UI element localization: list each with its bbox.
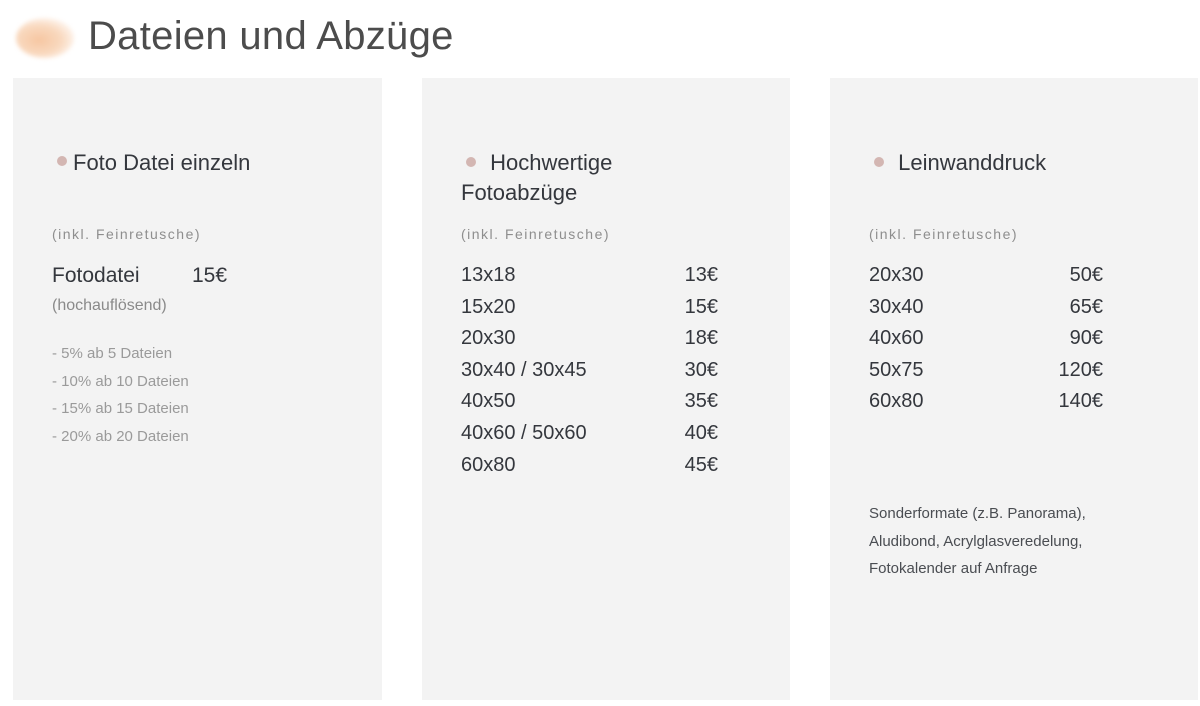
card-title-text: Leinwanddruck (898, 150, 1047, 175)
retouch-note: (inkl. Feinretusche) (52, 226, 202, 242)
size-label: 30x40 (869, 295, 924, 318)
decorative-blob-icon (16, 18, 74, 58)
price-label: 140€ (1058, 390, 1103, 413)
card-title (461, 148, 681, 208)
page-header (0, 0, 1200, 78)
table-row (461, 359, 718, 391)
price-label: 45€ (684, 453, 718, 476)
table-row (461, 454, 718, 486)
size-label: 40x60 (869, 327, 924, 350)
price-label: 18€ (684, 327, 718, 350)
size-label: 60x80 (461, 453, 516, 476)
file-price: 15€ (192, 264, 228, 287)
table-row (869, 359, 1103, 391)
bullet-dot-icon (466, 157, 476, 167)
price-label: 50€ (1069, 264, 1103, 286)
table-row (461, 390, 718, 422)
special-formats-line: Sonderformate (z.B. Panorama), (869, 505, 1086, 522)
table-row (869, 264, 1103, 296)
price-table (461, 264, 718, 485)
bullet-dot-icon (57, 156, 67, 166)
special-formats-note (869, 500, 1169, 583)
retouch-note: (inkl. Feinretusche) (461, 226, 611, 242)
size-label: 40x60 / 50x60 (461, 421, 587, 444)
retouch-note: (inkl. Feinretusche) (869, 226, 1019, 242)
card-title-text: Foto Datei einzeln (73, 150, 251, 175)
price-label: 120€ (1058, 358, 1103, 381)
table-row (869, 327, 1103, 359)
price-label: 30€ (684, 358, 718, 381)
price-label: 13€ (684, 264, 718, 286)
list-item: - 15% ab 15 Dateien (52, 400, 189, 418)
price-label: 65€ (1069, 295, 1103, 318)
size-label: 20x30 (461, 327, 516, 350)
special-formats-line: Aludibond, Acrylglasveredelung, (869, 532, 1083, 550)
discount-list (52, 343, 189, 454)
list-item: - 5% ab 5 Dateien (52, 345, 173, 362)
table-row (869, 390, 1103, 422)
price-label: 15€ (684, 295, 718, 318)
card-title-text: Hochwertige Fotoabzüge (461, 150, 613, 205)
file-label: Fotodatei (52, 264, 140, 287)
file-price-line (52, 264, 228, 288)
table-row (461, 264, 718, 296)
table-row (461, 422, 718, 454)
price-label: 90€ (1069, 327, 1103, 350)
card-canvas-print (830, 78, 1198, 700)
table-row (461, 327, 718, 359)
size-label: 13x18 (461, 264, 516, 286)
list-item: - 20% ab 20 Dateien (52, 428, 189, 446)
card-title (869, 148, 1109, 178)
table-row (869, 296, 1103, 328)
size-label: 60x80 (869, 390, 924, 413)
size-label: 40x50 (461, 390, 516, 413)
page-title: Dateien und Abzüge (88, 14, 454, 58)
card-photo-file (13, 78, 382, 700)
size-label: 30x40 / 30x45 (461, 358, 587, 381)
file-resolution-note: (hochauflösend) (52, 297, 167, 314)
price-label: 40€ (684, 421, 718, 444)
size-label: 15x20 (461, 295, 516, 318)
card-title (73, 148, 313, 178)
price-table (869, 264, 1103, 422)
table-row (461, 296, 718, 328)
size-label: 20x30 (869, 264, 924, 286)
size-label: 50x75 (869, 358, 924, 381)
bullet-dot-icon (874, 157, 884, 167)
price-label: 35€ (684, 390, 718, 413)
list-item: - 10% ab 10 Dateien (52, 372, 189, 390)
card-photo-prints (422, 78, 790, 700)
special-formats-line: Fotokalender auf Anfrage (869, 560, 1038, 578)
